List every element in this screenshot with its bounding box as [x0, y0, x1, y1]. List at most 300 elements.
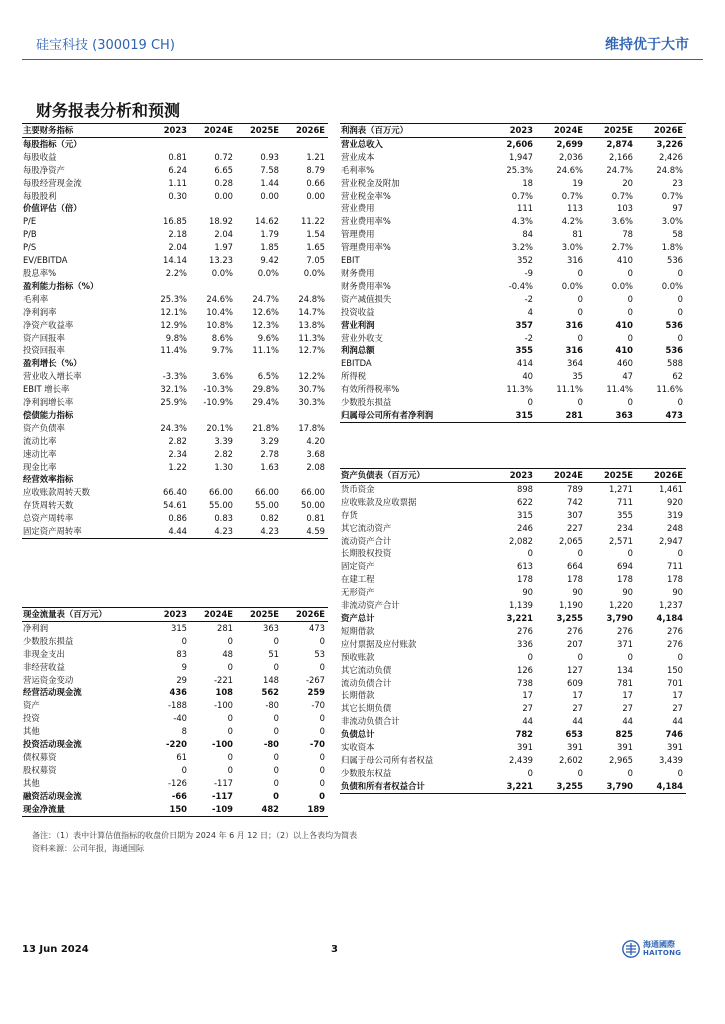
row-label: 归属于母公司所有者权益 [341, 754, 434, 765]
table-row [22, 215, 328, 228]
value-cell: 0 [577, 651, 583, 662]
row-label: 每股股利 [23, 190, 57, 201]
value-cell: 0 [577, 767, 583, 778]
value-cell: 0 [181, 635, 187, 646]
value-cell: 3,221 [506, 612, 533, 623]
value-cell: 0 [627, 548, 633, 559]
value-cell: 701 [667, 677, 683, 688]
value-cell: 0 [527, 397, 533, 408]
value-cell: 3.0% [661, 216, 683, 227]
value-cell: -70 [309, 739, 325, 750]
value-cell: 14.7% [298, 306, 325, 317]
table-row [340, 780, 686, 793]
table-row [22, 725, 328, 738]
value-cell: 694 [617, 561, 633, 572]
row-label: 流动比率 [23, 435, 57, 446]
row-label: 经营效率指标 [23, 474, 74, 485]
value-cell: 111 [517, 203, 533, 214]
table-row [340, 638, 686, 651]
table-title-cell: 现金流量表（百万元） [22, 608, 144, 622]
value-cell: -267 [305, 674, 325, 685]
table-row [22, 435, 328, 448]
table-row [340, 306, 686, 319]
value-cell: 0.82 [260, 513, 279, 524]
value-cell: 0 [273, 726, 279, 737]
value-cell: 32.1% [160, 384, 187, 395]
value-cell: 3.0% [561, 242, 583, 253]
year-header-cell: 2023 [486, 124, 536, 138]
row-label: 实收资本 [341, 742, 375, 753]
table-row [22, 151, 328, 164]
table-row [22, 751, 328, 764]
value-cell [190, 409, 236, 422]
value-cell: 825 [615, 729, 633, 740]
table-header-row [340, 469, 686, 483]
value-cell: 1.44 [260, 177, 279, 188]
row-label: 应收账款周转天数 [23, 487, 90, 498]
table-row [22, 357, 328, 370]
year-header-cell: 2025E [586, 469, 636, 483]
row-label: 净资产收益率 [23, 319, 74, 330]
value-cell: 781 [617, 677, 633, 688]
value-cell: 0 [577, 293, 583, 304]
haitong-logo [622, 940, 681, 958]
value-cell: 9.6% [257, 332, 279, 343]
row-label: 长期股权投资 [341, 548, 392, 559]
year-header-cell: 2023 [144, 608, 190, 622]
value-cell: 0 [677, 397, 683, 408]
value-cell: 248 [667, 522, 683, 533]
row-label: 现金净流量 [22, 803, 144, 816]
value-cell: -80 [263, 739, 279, 750]
row-label: 每股经营现金流 [23, 177, 82, 188]
value-cell: 18 [522, 177, 533, 188]
value-cell: 1,271 [609, 483, 633, 494]
cash-flow-table [22, 607, 328, 817]
table-row [340, 357, 686, 370]
value-cell: 9.7% [211, 345, 233, 356]
value-cell: 30.3% [298, 397, 325, 408]
table-row [340, 482, 686, 495]
value-cell: 1.22 [168, 461, 187, 472]
value-cell: 178 [617, 574, 633, 585]
table-row [22, 293, 328, 306]
value-cell: 1,237 [659, 600, 683, 611]
value-cell: -109 [190, 803, 236, 816]
table-row [340, 522, 686, 535]
value-cell: 6.24 [168, 164, 187, 175]
value-cell: 711 [617, 496, 633, 507]
table-row [340, 151, 686, 164]
value-cell: 0 [227, 751, 233, 762]
value-cell: 134 [617, 664, 633, 675]
value-cell: 0 [527, 651, 533, 662]
value-cell: 47 [622, 371, 633, 382]
value-cell: -3.3% [162, 371, 187, 382]
value-cell: 3.29 [260, 435, 279, 446]
value-cell: 0.66 [306, 177, 325, 188]
row-label: 少数股东权益 [341, 767, 392, 778]
value-cell: 0.7% [561, 190, 583, 201]
value-cell: 0 [577, 267, 583, 278]
value-cell: 6.5% [257, 371, 279, 382]
value-cell: 0 [319, 751, 325, 762]
value-cell: -80 [265, 700, 279, 711]
row-label: 营业税金率% [341, 190, 391, 201]
row-label: 资产负债率 [23, 422, 65, 433]
value-cell: 0.0% [611, 280, 633, 291]
year-header-cell: 2023 [144, 124, 190, 138]
value-cell: 81 [572, 229, 583, 240]
row-label: 利润总额 [341, 345, 375, 356]
table-row [340, 586, 686, 599]
value-cell: 1.79 [260, 229, 279, 240]
value-cell: 0 [227, 635, 233, 646]
table-row [340, 254, 686, 267]
value-cell: 14.62 [255, 216, 279, 227]
value-cell: 319 [667, 509, 683, 520]
value-cell: 0.0% [303, 267, 325, 278]
row-label: 营业收入增长率 [23, 371, 82, 382]
value-cell: 363 [586, 409, 636, 422]
value-cell: 29.8% [252, 384, 279, 395]
row-label: 资产回报率 [23, 332, 65, 343]
value-cell: 11.4% [160, 345, 187, 356]
table-row [340, 754, 686, 767]
table-row [22, 448, 328, 461]
value-cell: 54.61 [163, 500, 187, 511]
row-label: 投资活动现金流 [23, 739, 82, 750]
table-row [340, 319, 686, 332]
table-row [340, 741, 686, 754]
value-cell: 281 [217, 622, 233, 633]
value-cell: 14.14 [163, 255, 187, 266]
value-cell: 0 [273, 713, 279, 724]
table-row [340, 383, 686, 396]
value-cell: 3,255 [556, 612, 583, 623]
value-cell: 0 [527, 767, 533, 778]
table-row [22, 712, 328, 725]
value-cell: 66.40 [163, 487, 187, 498]
table-row [22, 461, 328, 474]
value-cell: 482 [236, 803, 282, 816]
row-label: P/S [23, 242, 37, 253]
value-cell: 0 [627, 767, 633, 778]
footnote: 备注：（1）表中计算估值指标的收盘价日期为 2024 年 6 月 12 日；（2）以上各表均为简表 [32, 831, 358, 840]
value-cell: 234 [617, 522, 633, 533]
row-label: 现金比率 [23, 461, 57, 472]
row-label: 长期借款 [341, 690, 375, 701]
row-label: 营业利润 [341, 319, 375, 330]
year-header-cell: 2024E [190, 124, 236, 138]
value-cell: 2,439 [509, 754, 533, 765]
row-label: 少数股东损益 [341, 397, 392, 408]
value-cell [144, 473, 190, 486]
value-cell: 307 [567, 509, 583, 520]
row-label: 负债总计 [341, 729, 375, 740]
value-cell: 0 [319, 764, 325, 775]
row-label: 有效所得税率% [341, 384, 400, 395]
value-cell: 4.23 [236, 525, 282, 538]
value-cell: 103 [617, 203, 633, 214]
value-cell: 9 [181, 661, 187, 672]
value-cell: 0 [627, 651, 633, 662]
value-cell: 436 [169, 687, 187, 698]
value-cell: 588 [667, 358, 683, 369]
year-header-cell: 2023 [486, 469, 536, 483]
year-header-cell: 2026E [282, 608, 328, 622]
value-cell [236, 473, 282, 486]
row-label: 股息率% [23, 267, 57, 278]
table-row [340, 509, 686, 522]
value-cell: 12.9% [160, 319, 187, 330]
value-cell: 17 [572, 690, 583, 701]
value-cell: 0.0% [257, 267, 279, 278]
value-cell: 0 [319, 635, 325, 646]
table-row [340, 560, 686, 573]
table-header-row [22, 124, 328, 138]
value-cell: 55.00 [255, 500, 279, 511]
table-row [340, 241, 686, 254]
value-cell: 7.05 [306, 255, 325, 266]
value-cell: 90 [522, 587, 533, 598]
value-cell: 12.3% [252, 319, 279, 330]
value-cell [236, 280, 282, 293]
value-cell: 0 [227, 764, 233, 775]
value-cell: 11.1% [252, 345, 279, 356]
table-row [340, 612, 686, 625]
row-label: 流动资产合计 [341, 535, 392, 546]
value-cell: -117 [213, 777, 233, 788]
value-cell: 414 [517, 358, 533, 369]
value-cell [144, 280, 190, 293]
row-label: 盈利增长（%） [23, 358, 82, 369]
value-cell: 276 [617, 625, 633, 636]
value-cell: 0 [627, 267, 633, 278]
value-cell: 83 [176, 648, 187, 659]
value-cell: 391 [617, 742, 633, 753]
value-cell: 19 [572, 177, 583, 188]
row-label: 负债和所有者权益合计 [340, 780, 486, 793]
value-cell: 2,699 [556, 138, 583, 149]
value-cell: 29.4% [252, 397, 279, 408]
year-header-cell: 2024E [190, 608, 236, 622]
value-cell: 27 [672, 703, 683, 714]
table-row [340, 396, 686, 409]
value-cell: 189 [282, 803, 328, 816]
value-cell: 4.44 [144, 525, 190, 538]
value-cell: 276 [667, 625, 683, 636]
row-label: P/E [23, 216, 37, 227]
row-label: P/B [23, 229, 37, 240]
value-cell: 84 [522, 229, 533, 240]
value-cell: 27 [622, 703, 633, 714]
value-cell: 9.8% [165, 332, 187, 343]
row-label: 净利润 [23, 622, 49, 633]
value-cell: 0 [319, 661, 325, 672]
value-cell: 0.28 [214, 177, 233, 188]
row-label: 归属母公司所有者净利润 [340, 409, 486, 422]
table-row [22, 319, 328, 332]
row-label: 营业总收入 [341, 138, 383, 149]
value-cell: 0.7% [611, 190, 633, 201]
row-label: 资产减值损失 [341, 293, 392, 304]
income-statement-table [340, 123, 686, 423]
row-label: 毛利率 [23, 293, 49, 304]
value-cell: 3.6% [211, 371, 233, 382]
value-cell: 316 [565, 345, 583, 356]
value-cell: 0.81 [168, 151, 187, 162]
value-cell: 1,461 [659, 483, 683, 494]
value-cell: 613 [517, 561, 533, 572]
table-row [22, 621, 328, 634]
value-cell: 90 [672, 587, 683, 598]
value-cell: 4.20 [306, 435, 325, 446]
value-cell: 97 [672, 203, 683, 214]
page-number: 3 [331, 944, 338, 955]
table-row [22, 332, 328, 345]
value-cell: 24.6% [556, 164, 583, 175]
value-cell: 13.8% [298, 319, 325, 330]
value-cell: 1,190 [559, 600, 583, 611]
value-cell: 1.21 [306, 151, 325, 162]
table-row [22, 764, 328, 777]
value-cell: 0 [273, 635, 279, 646]
value-cell: 25.3% [506, 164, 533, 175]
row-label: 流动负债合计 [341, 677, 392, 688]
row-label: 股权募资 [23, 764, 57, 775]
value-cell: 391 [667, 742, 683, 753]
value-cell: 21.8% [252, 422, 279, 433]
table-row [22, 306, 328, 319]
value-cell: 410 [615, 319, 633, 330]
value-cell: 0 [273, 777, 279, 788]
value-cell: 17 [522, 690, 533, 701]
value-cell [144, 409, 190, 422]
table-row [340, 177, 686, 190]
table-row [340, 496, 686, 509]
table-row [22, 164, 328, 177]
value-cell [190, 137, 236, 150]
table-row [340, 664, 686, 677]
table-row [22, 525, 328, 538]
table-row [22, 777, 328, 790]
value-cell [236, 137, 282, 150]
value-cell: 8 [181, 726, 187, 737]
value-cell: 0.86 [168, 513, 187, 524]
value-cell: 58 [672, 229, 683, 240]
value-cell [190, 280, 236, 293]
table-row [340, 293, 686, 306]
value-cell: 246 [517, 522, 533, 533]
row-label: 每股收益 [23, 151, 57, 162]
value-cell: 2,082 [509, 535, 533, 546]
row-label: 投资回报率 [23, 345, 65, 356]
year-header-cell: 2025E [236, 608, 282, 622]
value-cell: 0 [577, 548, 583, 559]
value-cell: 3.2% [511, 242, 533, 253]
value-cell: 12.7% [298, 345, 325, 356]
row-label: 其他 [23, 777, 40, 788]
value-cell: 17 [672, 690, 683, 701]
table-row [22, 661, 328, 674]
value-cell: -10.3% [203, 384, 233, 395]
report-date: 13 Jun 2024 [22, 944, 89, 955]
row-label: 少数股东损益 [23, 635, 74, 646]
year-header-cell: 2025E [586, 124, 636, 138]
value-cell: 0 [273, 751, 279, 762]
value-cell: 281 [536, 409, 586, 422]
value-cell: -100 [213, 700, 233, 711]
value-cell: 3,221 [486, 780, 536, 793]
value-cell [144, 357, 190, 370]
row-label: 短期借款 [341, 625, 375, 636]
value-cell: 2.78 [260, 448, 279, 459]
value-cell: 410 [615, 345, 633, 356]
row-label: 资产 [23, 700, 40, 711]
row-label: 财务费用 [341, 267, 375, 278]
value-cell: 355 [515, 345, 533, 356]
value-cell: 61 [176, 751, 187, 762]
row-label: 投资收益 [341, 306, 375, 317]
year-header-cell: 2026E [636, 469, 686, 483]
value-cell: 391 [567, 742, 583, 753]
year-header-cell: 2024E [536, 124, 586, 138]
main-metrics-table [22, 123, 328, 539]
table-row [340, 409, 686, 422]
logo-cn-text: 海通國際 [643, 940, 675, 949]
value-cell [236, 357, 282, 370]
value-cell: 150 [144, 803, 190, 816]
value-cell: 738 [517, 677, 533, 688]
value-cell: 746 [665, 729, 683, 740]
table-row [22, 396, 328, 409]
value-cell: 3,255 [536, 780, 586, 793]
value-cell: 316 [567, 255, 583, 266]
table-row [340, 715, 686, 728]
year-header-cell: 2026E [282, 124, 328, 138]
table-row [22, 228, 328, 241]
table-row [22, 635, 328, 648]
value-cell: 44 [522, 716, 533, 727]
value-cell: 17 [622, 690, 633, 701]
value-cell: 336 [517, 638, 533, 649]
value-cell: 9.42 [260, 255, 279, 266]
value-cell: 11.4% [606, 384, 633, 395]
table-row [340, 215, 686, 228]
row-label: 价值评估（倍） [23, 203, 82, 214]
table-row [340, 164, 686, 177]
value-cell: 11.22 [301, 216, 325, 227]
value-cell [282, 137, 328, 150]
value-cell: 48 [222, 648, 233, 659]
value-cell [282, 357, 328, 370]
value-cell: 24.6% [206, 293, 233, 304]
row-label: 预收账款 [341, 651, 375, 662]
header-divider [22, 59, 703, 60]
value-cell: 3.68 [306, 448, 325, 459]
value-cell: 2,571 [609, 535, 633, 546]
row-label: 每股指标（元） [23, 138, 82, 149]
row-label: 每股净资产 [23, 164, 65, 175]
table-row [340, 702, 686, 715]
value-cell: 11.3% [298, 332, 325, 343]
value-cell: 11.3% [506, 384, 533, 395]
balance-sheet-table [340, 468, 686, 794]
value-cell: 1.30 [214, 461, 233, 472]
value-cell: 24.3% [160, 422, 187, 433]
value-cell: 16.85 [163, 216, 187, 227]
